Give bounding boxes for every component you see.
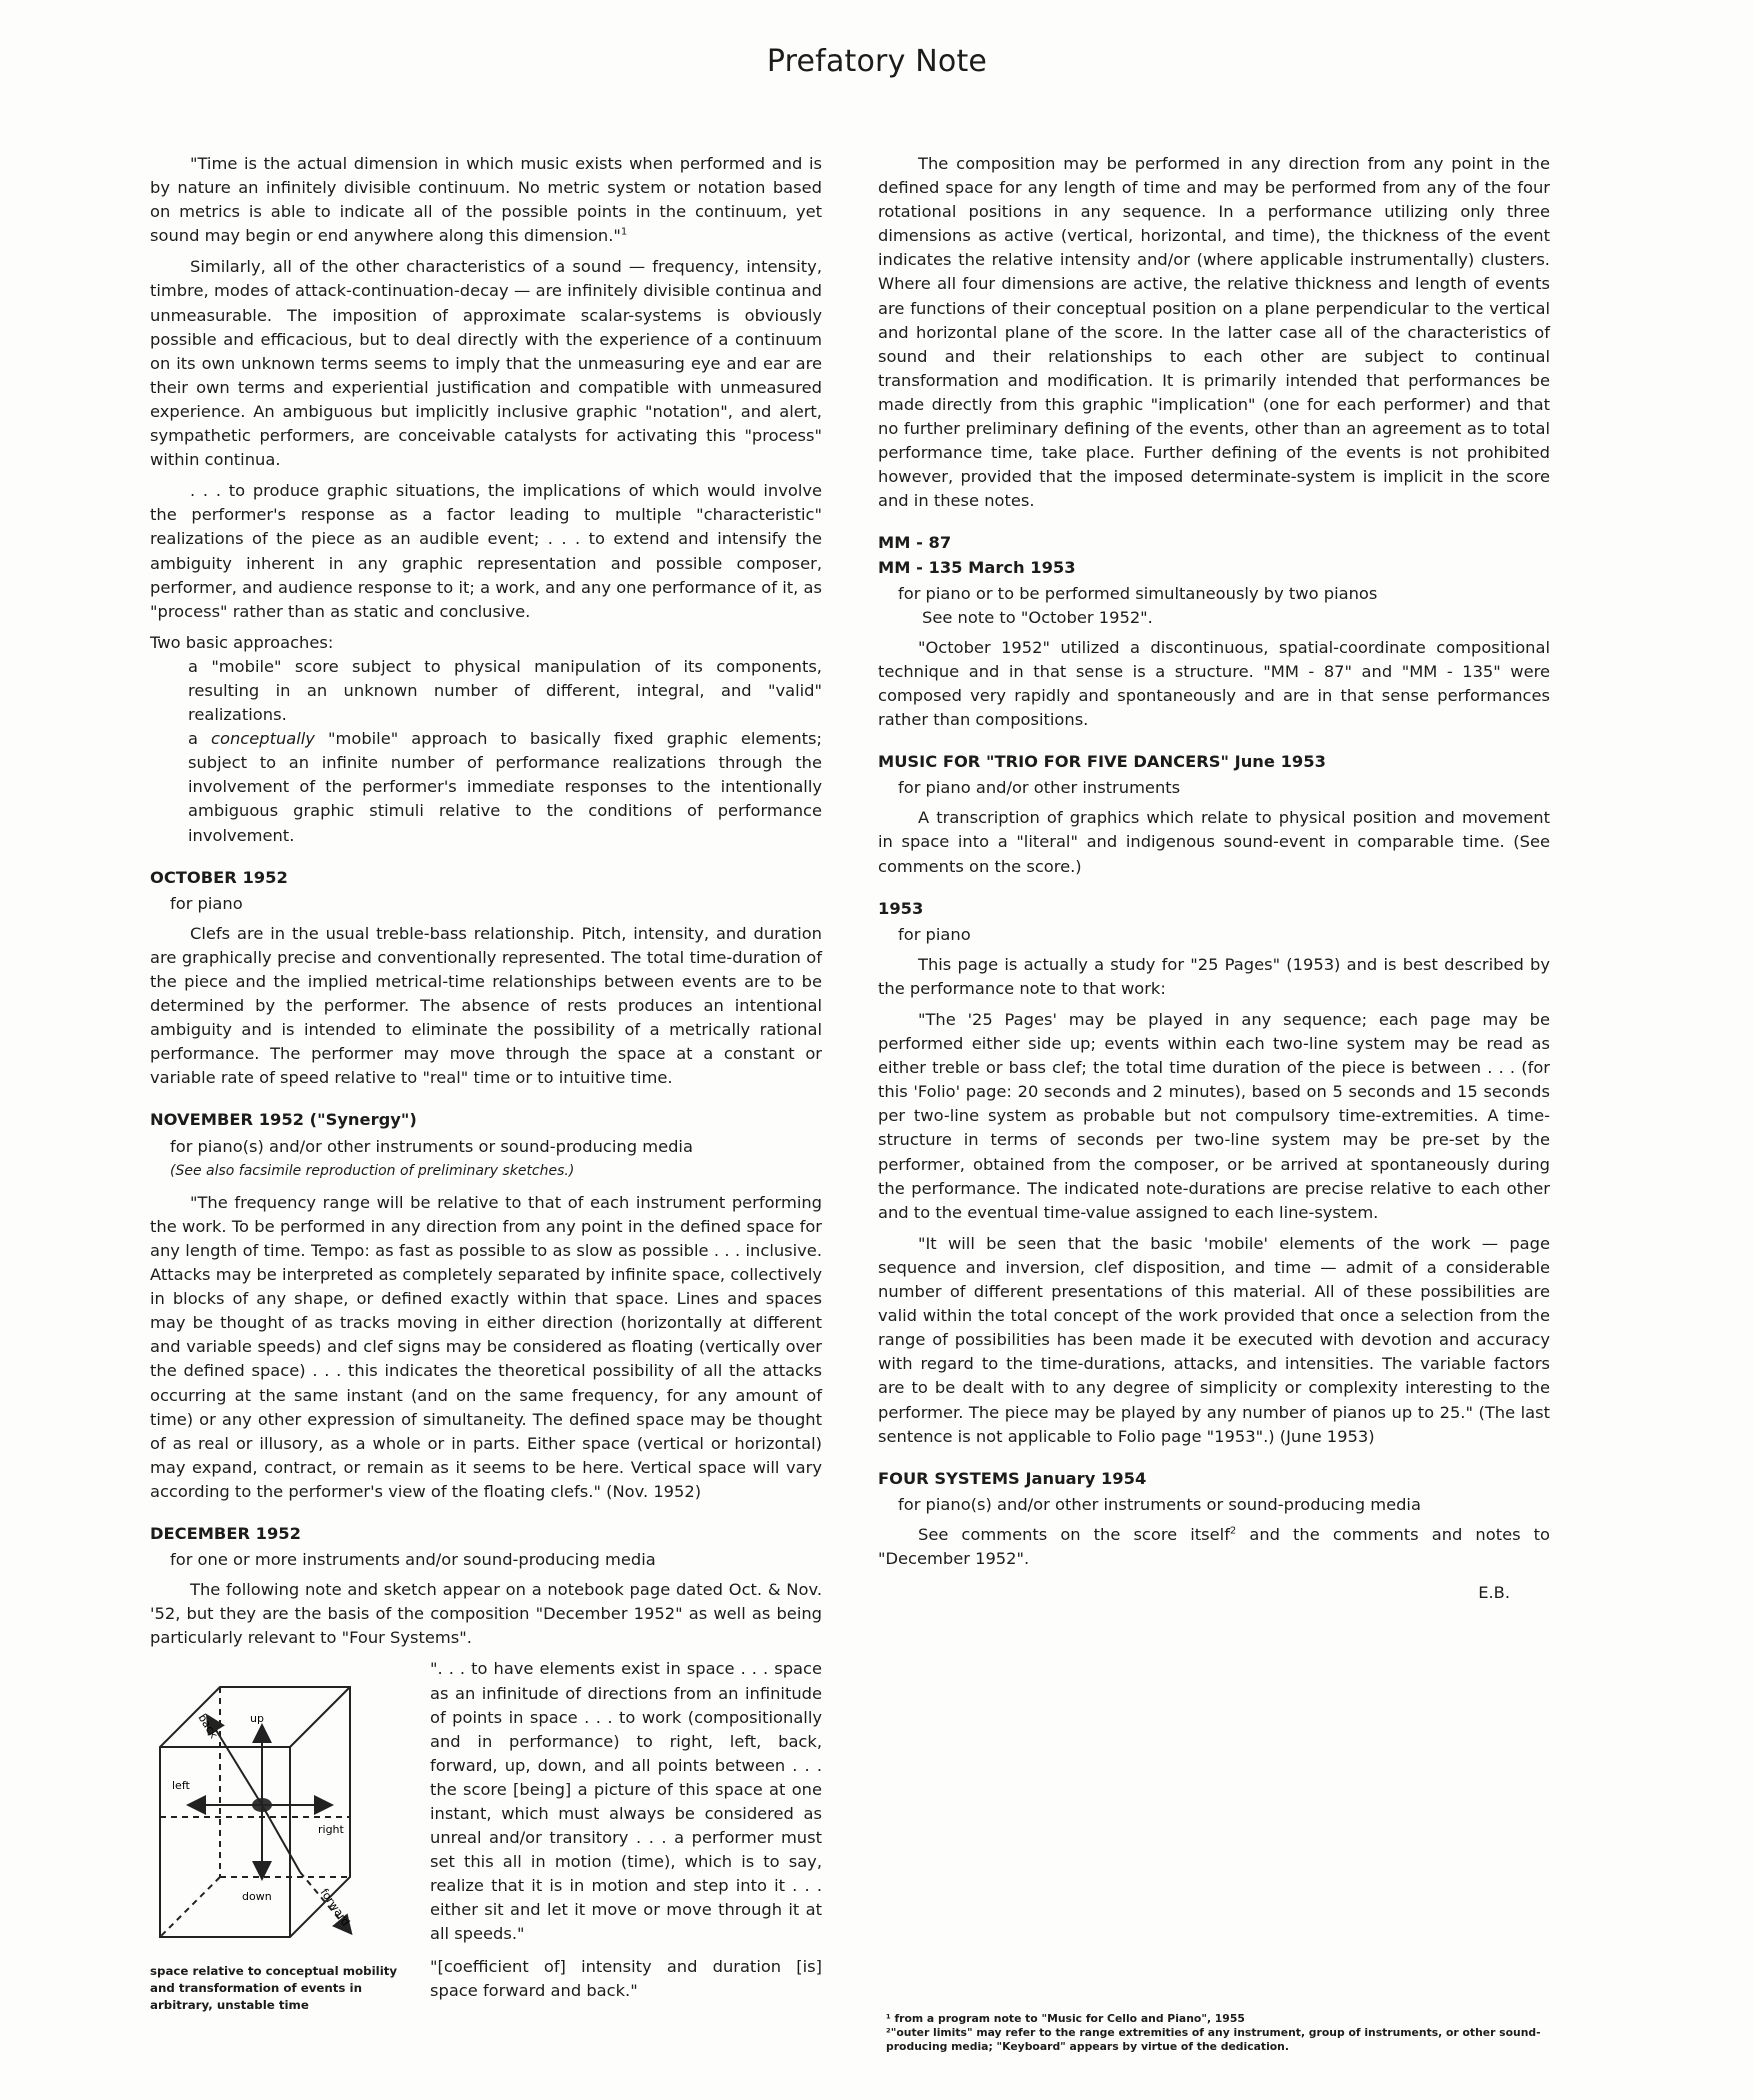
four-systems-heading: FOUR SYSTEMS January 1954 <box>878 1468 1147 1488</box>
approaches-label: Two basic approaches: <box>150 632 334 652</box>
october-instrumentation: for piano <box>170 893 243 913</box>
space-cube-diagram <box>150 1677 390 1947</box>
label-forward: forward <box>317 1886 353 1929</box>
label-left: left <box>172 1779 190 1793</box>
october-paragraph: Clefs are in the usual treble-bass relationship. Pitch, intensity, and duration are graphically precise and conventionally represented. The total time-duration of the piece and the implied metrical-time relationships between events are to be determined by the performer. The absence of rests produces an intentional ambiguity and is intended to eliminate the possibility of a metrically rational performance. The performer may move through the space at a constant or variable rate of speed relative to "real" time or to intuitive time. <box>150 923 822 1088</box>
y1953-instrumentation: for piano <box>898 924 971 944</box>
label-back: back <box>195 1712 221 1742</box>
approach-2 <box>188 727 822 847</box>
december-quotes <box>430 1657 822 2013</box>
approach-1: a "mobile" score subject to physical manipulation of its components, resulting in an unknown number of different, integral, and "valid" realizations. <box>188 656 822 725</box>
mm-see-note: See note to "October 1952". <box>922 607 1153 627</box>
label-right: right <box>318 1823 344 1837</box>
y1953-quote-2: "It will be seen that the basic 'mobile' elements of the work — page sequence and inversion, clef disposition, and time — admit of a considerable number of different presentations of this material. All of these possibilities are valid within the total concept of the work provided that once a selection from the range of possibilities has been made it be executed with devotion and accuracy with regard to the time-durations, attacks, and intensities. The variable factors are to be dealt with to any degree of simplicity or complexity interesting to the performer. The piece may be played by any number of pianos up to 25." (The last sentence is not applicable to Folio page "1953".) (June 1953) <box>878 1233 1550 1446</box>
mm-paragraph: "October 1952" utilized a discontinuous, spatial-coordinate compositional technique and in that sense is a structure. "MM - 87" and "MM - 135" were composed very rapidly and spontaneously and are in that sense performances rather than compositions. <box>878 637 1550 730</box>
four-systems-text-end: and the comments and notes to "December 1952". <box>878 1524 1550 1568</box>
footnote-2: ²"outer limits" may refer to the range extremities of any instrument, group of instruments, or other sound-producing media; "Keyboard" appears by virtue of the dedication. <box>886 2026 1541 2053</box>
label-up: up <box>250 1712 264 1726</box>
y1953-paragraph: This page is actually a study for "25 Pages" (1953) and is best described by the performance note to that work: <box>878 954 1550 998</box>
label-down: down <box>242 1890 272 1904</box>
y1953-heading: 1953 <box>878 898 924 918</box>
figure-caption: space relative to conceptual mobility and transformation of events in arbitrary, unstable time <box>150 1963 398 2012</box>
footnote-ref-2: 2 <box>1229 1525 1237 1537</box>
approach-2-end: "mobile" approach to basically fixed graphic elements; subject to an infinite number of performance realizations through the involvement of the performer's immediate responses to the intentionally ambiguous graphic stimuli relative to the conditions of performance involvement. <box>188 729 823 845</box>
composition-paragraph: The composition may be performed in any direction from any point in the defined space for any length of time and may be performed from any of the four rotational positions in any sequence. In a performance utilizing only three dimensions as active (vertical, horizontal, and time), the thickness of the event indicates the relative intensity and/or (where applicable instrumentally) clusters. Where all four dimensions are active, the relative thickness and length of events are functions of their conceptual position on a plane perpendicular to the vertical and horizontal plane of the score. In the latter case all of the characteristics of sound and their relationships to each other are subject to continual transformation and modification. It is primarily intended that performances be made directly from this graphic "implication" (one for each performer) and that no further preliminary defining of the events, other than an agreement as to total performance time, take place. Further defining of the events is not prohibited however, provided that the imposed determinate-system is implicit in the score and in these notes. <box>878 154 1550 511</box>
trio-heading: MUSIC FOR "TRIO FOR FIVE DANCERS" June 1953 <box>878 752 1326 772</box>
space-diagram <box>150 1657 410 2013</box>
intro-paragraph-3: . . . to produce graphic situations, the implications of which would involve the performer's response as a factor leading to multiple "characteristic" realizations of the piece as an audible event; . . . to extend and intensify the ambiguity inherent in any graphic representation and possible composer, performer, and audience response to it; a work, and any one performance of it, as "process" rather than as static and conclusive. <box>150 481 822 621</box>
cube-edge <box>290 1687 350 1747</box>
four-systems-instrumentation: for piano(s) and/or other instruments or sound-producing media <box>898 1494 1421 1514</box>
october-heading: OCTOBER 1952 <box>150 867 288 887</box>
four-systems-text-start: See comments on the score itself <box>918 1524 1230 1544</box>
approaches-list <box>188 655 822 848</box>
footnote-1: ¹ from a program note to "Music for Cello and Piano", 1955 <box>886 2012 1245 2025</box>
approach-2-start: a <box>188 729 212 749</box>
left-column <box>150 152 822 2014</box>
signature: E.B. <box>1478 1583 1510 1603</box>
y1953-quote-1: "The '25 Pages' may be played in any sequence; each page may be performed either side up; events within each two-line system may be read as either treble or bass clef; the total time duration of the piece is between . . . (for this 'Folio' page: 20 seconds and 2 minutes), based on 5 seconds and 15 seconds per two-line system as probable but not compulsory time-extremities. A time-structure in terms of seconds per two-line system may be pre-set by the performer, obtained from the composer, or be arrived at spontaneously during the performance. The indicated note-durations are precise relative to each other and to the eventual time-value assigned to each line-system. <box>878 1010 1550 1222</box>
december-paragraph: The following note and sketch appear on a notebook page dated Oct. & Nov. '52, but they are the basis of the composition "December 1952" as well as being particularly relevant to "Four Systems". <box>150 1580 822 1648</box>
trio-paragraph: A transcription of graphics which relate to physical position and movement in space into a "literal" and indigenous sound-event in comparable time. (See comments on the score.) <box>878 808 1550 876</box>
december-figure-block <box>150 1657 822 2013</box>
intro-paragraph-1 <box>150 152 822 248</box>
cube-hidden-edge <box>160 1877 220 1937</box>
forward-arrow <box>262 1805 300 1872</box>
december-quote-2: "[coefficient of] intensity and duration [is] space forward and back." <box>430 1956 822 2000</box>
footnote-ref-1: 1 <box>620 226 628 238</box>
trio-instrumentation: for piano and/or other instruments <box>898 778 1181 798</box>
november-see-also: (See also facsimile reproduction of preliminary sketches.) <box>170 1162 575 1179</box>
mm135-heading: MM - 135 March 1953 <box>878 557 1076 577</box>
november-paragraph: "The frequency range will be relative to that of each instrument performing the work. To be performed in any direction from any point in the defined space for any length of time. Tempo: as fast as possible to as slow as possible . . . inclusive. Attacks may be interpreted as completely separated by infinite space, collectively in blocks of any shape, or defined exactly within that space. Lines and spaces may be thought of as tracks moving in either direction (horizontally at different and variable speeds) and clef signs may be considered as floating (vertically over the defined space) . . . this indicates the theoretical possibility of all the attacks occurring at the same instant (and on the same frequency, for any amount of time) or any other expression of simultaneity. The defined space may be thought of as real or illusory, as a whole or in parts. Either space (vertical or horizontal) may expand, contract, or remain as it seems to be here. Vertical space will vary according to the performer's view of the floating clefs." (Nov. 1952) <box>150 1192 822 1501</box>
november-instrumentation: for piano(s) and/or other instruments or sound-producing media <box>170 1136 693 1156</box>
december-heading: DECEMBER 1952 <box>150 1523 301 1543</box>
december-quote-1: ". . . to have elements exist in space . . . space as an infinitude of directions from an infinitude of points in space . . . to work (compositionally and in performance) to right, left, back, forward, up, down, and all points between . . . the score [being] a picture of this space at one instant, which must always be considered as unreal and/or transitory . . . a performer must set this all in motion (time), which is to say, realize that it is in motion and step into it . . . either sit and let it move or move through it at all speeds." <box>430 1659 822 1944</box>
november-heading: NOVEMBER 1952 ("Synergy") <box>150 1110 417 1130</box>
intro-paragraph-2: Similarly, all of the other characteristics of a sound — frequency, intensity, timbre, modes of attack-continuation-decay — are infinitely divisible continua and unmeasurable. The imposition of approximate scalar-systems is obviously possible and efficacious, but to deal directly with the experience of a continuum on its own unknown terms seems to imply that the unmeasuring eye and ear are their own terms and experiential justification and compatible with unmeasured experience. An ambiguous but implicitly inclusive graphic "notation", and alert, sympathetic performers, are conceivable catalysts for activating this "process" within continua. <box>150 257 822 470</box>
four-systems-paragraph <box>878 1523 1550 1571</box>
december-instrumentation: for one or more instruments and/or sound-producing media <box>170 1550 656 1570</box>
approach-2-emphasis: conceptually <box>211 729 315 749</box>
right-column <box>878 152 1550 1605</box>
footnotes <box>886 2012 1566 2054</box>
mm-instrumentation: for piano or to be performed simultaneously by two pianos <box>898 583 1378 603</box>
intro-quote: "Time is the actual dimension in which music exists when performed and is by nature an infinitely divisible continuum. No metric system or notation based on metrics is able to indicate all of the possible points in the continuum, yet sound may begin or end anywhere along this dimension." <box>150 154 822 246</box>
mm87-heading: MM - 87 <box>878 533 952 553</box>
page-title: Prefatory Note <box>766 44 988 79</box>
